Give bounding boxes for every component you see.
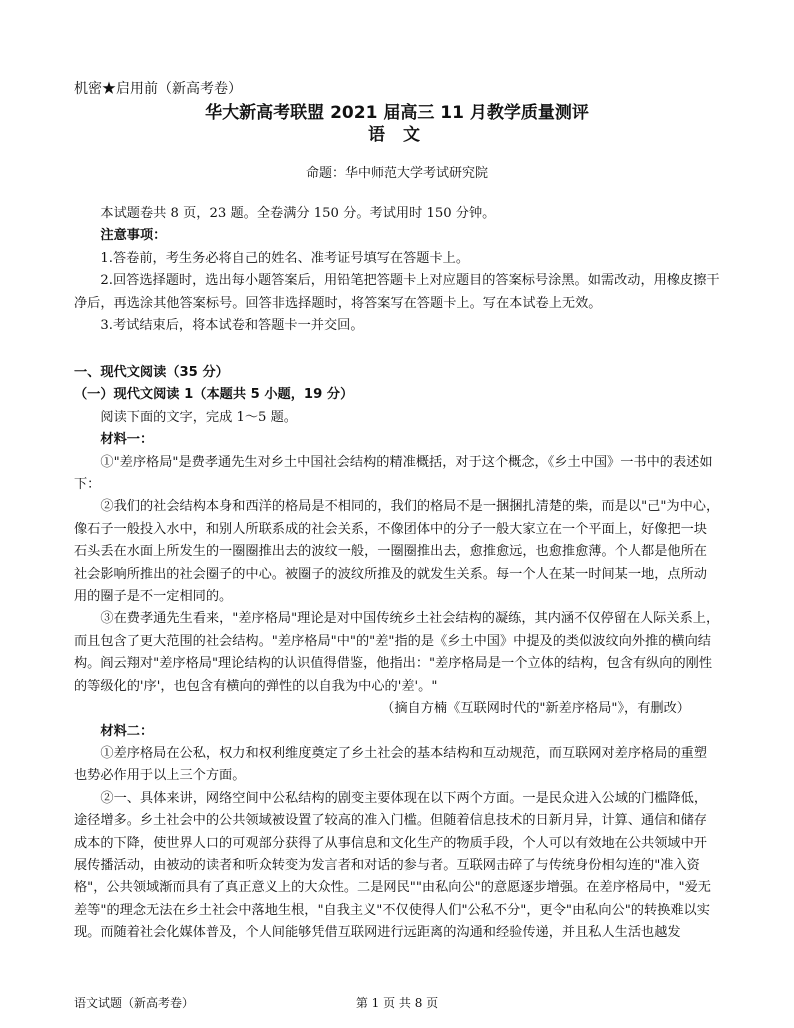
sub-section-heading: （一）现代文阅读 1（本题共 5 小题，19 分） <box>74 387 354 403</box>
material1-paragraph: ②我们的社会结构本身和西洋的格局是不相同的，我们的格局不是一捆捆扎清楚的柴，而是以"己"为中心，像石子一般投入水中，和别人所联系成的社会关系，不像团体中的分子一般大家立在一个平面上，好像把一块石头丢在水面上所发生的一圈圈推出去的波纹一般，一圈圈推出去，愈推愈远，也愈推愈薄。个人都是他所在社会影响所推出的社会圈子的中心。被圈子的波纹所推及的就发生关系。每一个人在某一时间某一地，点所动用的圈子是不一定相同的。 <box>74 499 720 605</box>
notice-item: 1.答卷前，考生务必将自己的姓名、准考证号填写在答题卡上。 <box>100 250 470 266</box>
footer-subject: 语文试题（新高考卷） <box>74 996 195 1010</box>
notice-title: 注意事项： <box>100 228 167 244</box>
author-line: 命题：华中师范大学考试研究院 <box>305 166 488 181</box>
material1-paragraph: ③在费孝通先生看来，"差序格局"理论是对中国传统乡土社会结构的凝练，其内涵不仅停留在人际关系上，而且包含了更大范围的社会结构。"差序格局"中"的"差"指的是《乡土中国》中提及的类似波纹向外推的横向结构。阎云翔对"差序格局"理论结构的认识值得借鉴，他指出："差序格局是一个立体的结构，包含有纵向的刚性的等级化的'序'，也包含有横向的弹性的以自我为中心的'差'。" <box>74 611 720 694</box>
exam-title: 华大新高考联盟 2021 届高三 11 月教学质量测评 <box>205 103 589 123</box>
material2-label: 材料二： <box>100 723 154 739</box>
notice-item: 3.考试结束后，将本试卷和答题卡一并交回。 <box>100 318 364 334</box>
page-number: 第 1 页 共 8 页 <box>355 996 439 1010</box>
material2-paragraph: ①差序格局在公私，权力和权利维度奠定了乡土社会的基本结构和互动规范，而互联网对差序格局的重塑也势必作用于以上三个方面。 <box>74 745 708 784</box>
material2-paragraph: ②一、具体来讲，网络空间中公私结构的剧变主要体现在以下两个方面。一是民众进入公域的门槛降低，途径增多。乡土社会中的公共领域被设置了较高的准入门槛。但随着信息技术的日新月异，计算、通信和储存成本的下降，使世界人口的可观部分获得了从事信息和文化生产的物质手段，个人可以有效地在公共领域中开展传播活动，由被动的读者和听众转变为发言者和对话的参与者。互联网击碎了与传统身份相勾连的"准入资格"，公共领域渐而具有了真正意义上的大众性。二是网民""由私向公"的意愿逐步增强。在差序格局中，"爱无差等"的理念无法在乡土社会中落地生根，"自我主义"不仅使得人们"公私不分"，更令"由私向公"的转换难以实现。而随着社会化媒体普及，个人间能够凭借互联网进行远距离的沟通和经验传递，并且私人生活也越发 <box>74 790 711 941</box>
material1-paragraph: ①"差序格局"是费孝通先生对乡土中国社会结构的精准概括，对于这个概念，《乡土中国》一书中的表述如下： <box>74 454 713 493</box>
instructions-block <box>74 203 720 337</box>
subject-title: 语 文 <box>368 125 426 145</box>
notice-item: 2.回答选择题时，选出每小题答案后，用铅笔把答题卡上对应题目的答案标号涂黑。如需改动，用橡皮擦干净后，再选涂其他答案标号。回答非选择题时，将答案写在答题卡上。写在本试卷上无效。 <box>74 273 720 311</box>
confidential-label: 机密★启用前（新高考卷） <box>74 81 242 97</box>
exam-summary: 本试题卷共 8 页，23 题。全卷满分 150 分。考试用时 150 分钟。 <box>100 206 496 221</box>
reading-section <box>74 362 720 945</box>
section-heading: 一、现代文阅读（35 分） <box>74 365 229 380</box>
material1-source: （摘自方楠《互联网时代的"新差序格局"》，有删改） <box>381 701 690 717</box>
material1-label: 材料一： <box>100 432 154 448</box>
reading-prompt: 阅读下面的文字，完成 1～5 题。 <box>100 409 297 425</box>
